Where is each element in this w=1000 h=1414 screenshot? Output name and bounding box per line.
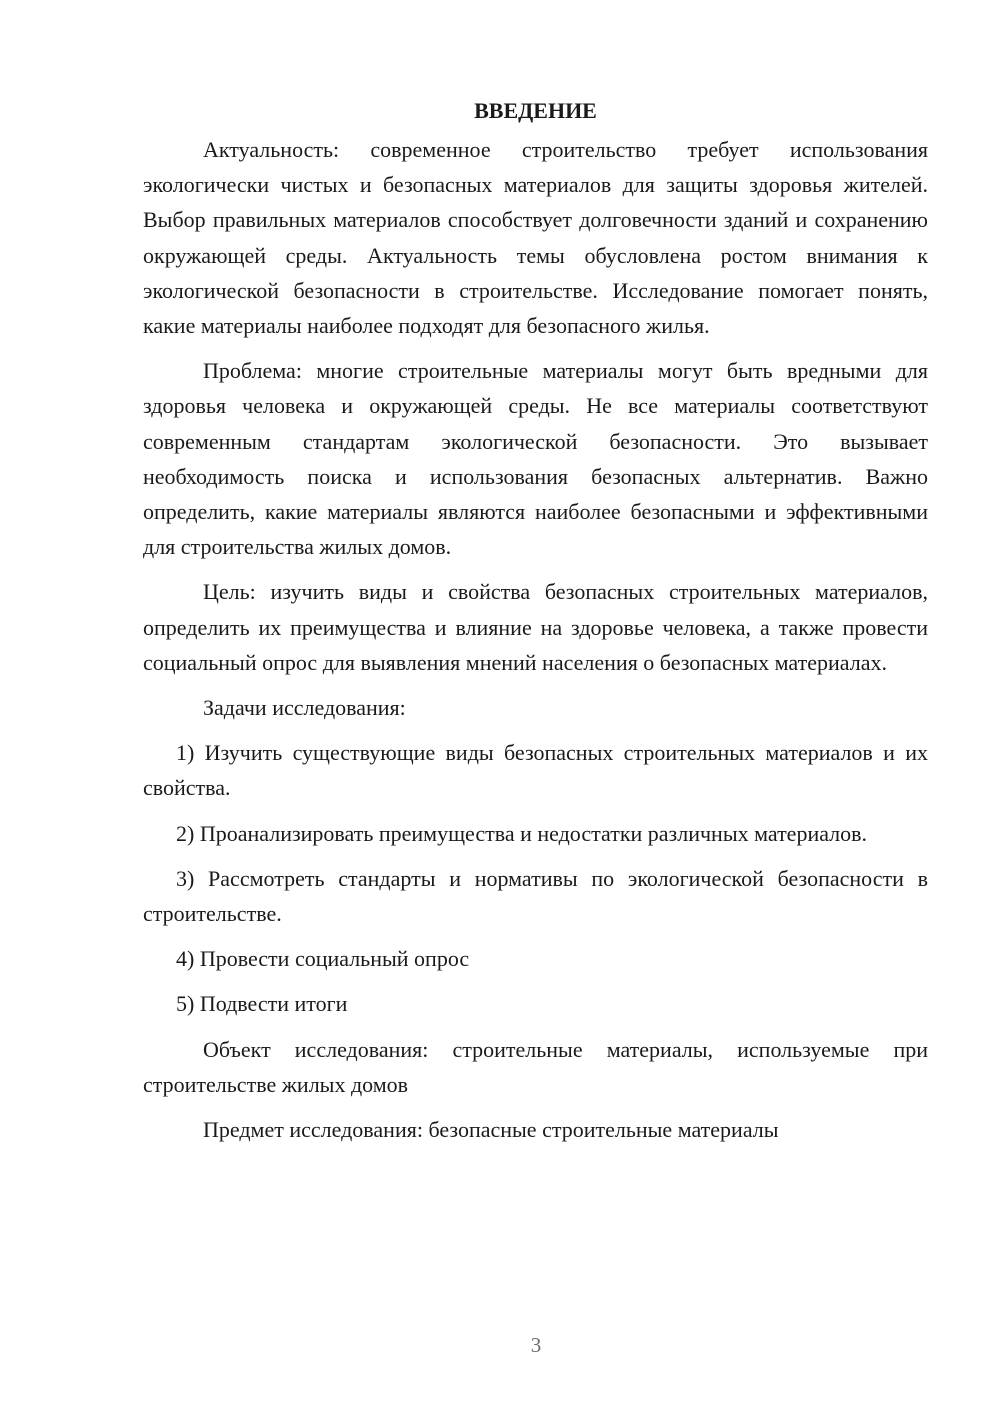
paragraph-subject: Предмет исследования: безопасные строительные материалы [203,1117,779,1143]
section-title: ВВЕДЕНИЕ [474,98,597,123]
paragraph-object: Объект исследования: строительные материалы, используемые при строительстве жилых домов [143,1036,928,1097]
task-item-1: 1) Изучить существующие виды безопасных строительных материалов и их свойства. [143,740,928,801]
document-page [143,94,928,1157]
paragraph-goal: Цель: изучить виды и свойства безопасных строительных материалов, определить их преимущества и влияние на здоровье человека, а также провести социальный опрос для выявления мнений населения о безопасных материалах. [143,579,928,675]
task-item-3: 3) Рассмотреть стандарты и нормативы по экологической безопасности в строительстве. [143,865,928,927]
task-item-4: 4) Провести социальный опрос [176,946,470,972]
task-item-2: 2) Проанализировать преимущества и недостатки различных материалов. [176,820,868,846]
page-number: 3 [530,1333,542,1357]
task-item-5: 5) Подвести итоги [176,991,348,1017]
paragraph-tasks-heading: Задачи исследования: [203,695,406,721]
paragraph-relevance: Актуальность: современное строительство требует использования экологически чистых и безопасных материалов для защиты здоровья жителей. Выбор правильных материалов способствует долговечности зданий и сохранению окружающей среды. Актуальность темы обусловлена ростом внимания к экологической безопасности в строительстве. Исследование помогает понять, какие материалы наиболее подходят для безопасного жилья. [143,137,928,339]
paragraph-problem: Проблема: многие строительные материалы могут быть вредными для здоровья человека и окружающей среды. Не все материалы соответствуют современным стандартам экологической безопасности. Это вызывает необходимость поиска и использования безопасных альтернатив. Важно определить, какие материалы являются наиболее безопасными и эффективными для строительства жилых домов. [143,358,928,560]
